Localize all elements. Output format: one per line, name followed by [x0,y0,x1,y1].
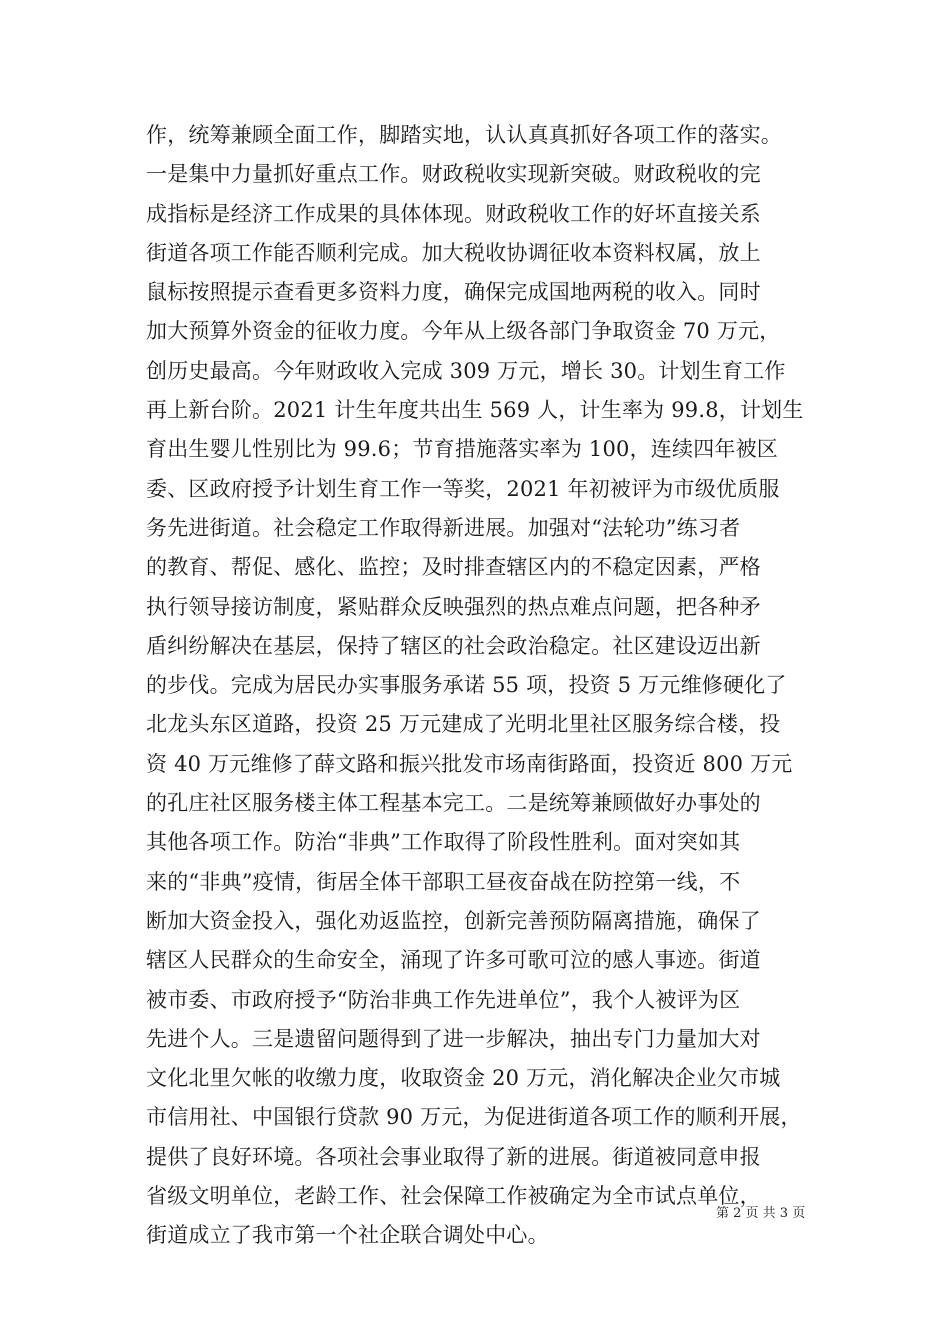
text-line: 断加大资金投入，强化劝返监控，创新完善预防隔离措施，确保了 [146,908,761,933]
text-line: 作，统筹兼顾全面工作，脚踏实地，认认真真抓好各项工作的落实。 [146,123,782,147]
text-line: 省级文明单位，老龄工作、社会保障工作被确定为全市试点单位， [146,1184,761,1209]
text-line: 育出生婴儿性别比为 99.6；节育措施落实率为 100，连续四年被区 [146,437,778,462]
page-number-footer: 第 2 页 共 3 页 [716,1206,806,1221]
text-line: 的步伐。完成为居民办实事服务承诺 55 项，投资 5 万元维修硬化了 [146,673,787,698]
text-line: 创历史最高。今年财政收入完成 309 万元，增长 30。计划生育工作 [146,358,786,383]
text-line: 先进个人。三是遗留问题得到了进一步解决，抽出专门力量加大对 [146,1026,761,1051]
text-line: 鼠标按照提示查看更多资料力度，确保完成国地两税的收入。同时 [146,280,761,305]
text-line: 文化北里欠帐的收缴力度，收取资金 20 万元，消化解决企业欠市城 [146,1066,781,1091]
text-line: 来的“非典”疫情，街居全体干部职工昼夜奋战在防控第一线，不 [146,869,741,894]
text-line: 一是集中力量抓好重点工作。财政税收实现新突破。财政税收的完 [146,162,761,187]
text-line: 提供了良好环境。各项社会事业取得了新的进展。街道被同意申报 [146,1144,761,1169]
text-line: 盾纠纷解决在基层，保持了辖区的社会政治稳定。社区建设迈出新 [146,633,761,658]
text-line: 被市委、市政府授予“防治非典工作先进单位”，我个人被评为区 [146,987,741,1012]
text-line: 的教育、帮促、感化、监控；及时排查辖区内的不稳定因素，严格 [146,555,761,580]
text-line: 街道各项工作能否顺利完成。加大税收协调征收本资料权属，放上 [146,240,761,265]
text-line: 务先进街道。社会稳定工作取得新进展。加强对“法轮功”练习者 [146,515,741,540]
text-line: 执行领导接访制度，紧贴群众反映强烈的热点难点问题，把各种矛 [146,594,761,619]
text-line: 加大预算外资金的征收力度。今年从上级各部门争取资金 70 万元， [146,319,781,344]
text-line: 成指标是经济工作成果的具体体现。财政税收工作的好坏直接关系 [146,201,761,226]
body-text [146,116,826,1256]
text-line: 市信用社、中国银行贷款 90 万元，为促进街道各项工作的顺利开展， [146,1105,802,1130]
text-line: 北龙头东区道路，投资 25 万元建成了光明北里社区服务综合楼，投 [146,712,781,737]
text-line: 资 40 万元维修了薛文路和振兴批发市场南街路面，投资近 800 万元 [146,751,793,776]
text-line: 的孔庄社区服务楼主体工程基本完工。二是统筹兼顾做好办事处的 [146,791,761,816]
text-line: 再上新台阶。2021 计生年度共出生 569 人，计生率为 99.8，计划生 [146,398,804,423]
text-line: 街道成立了我市第一个社企联合调处中心。 [146,1223,549,1248]
text-line: 其他各项工作。防治“非典”工作取得了阶段性胜利。面对突如其 [146,830,741,855]
text-line: 委、区政府授予计划生育工作一等奖，2021 年初被评为市级优质服 [146,476,780,501]
text-line: 辖区人民群众的生命安全，涌现了许多可歌可泣的感人事迹。街道 [146,948,761,973]
